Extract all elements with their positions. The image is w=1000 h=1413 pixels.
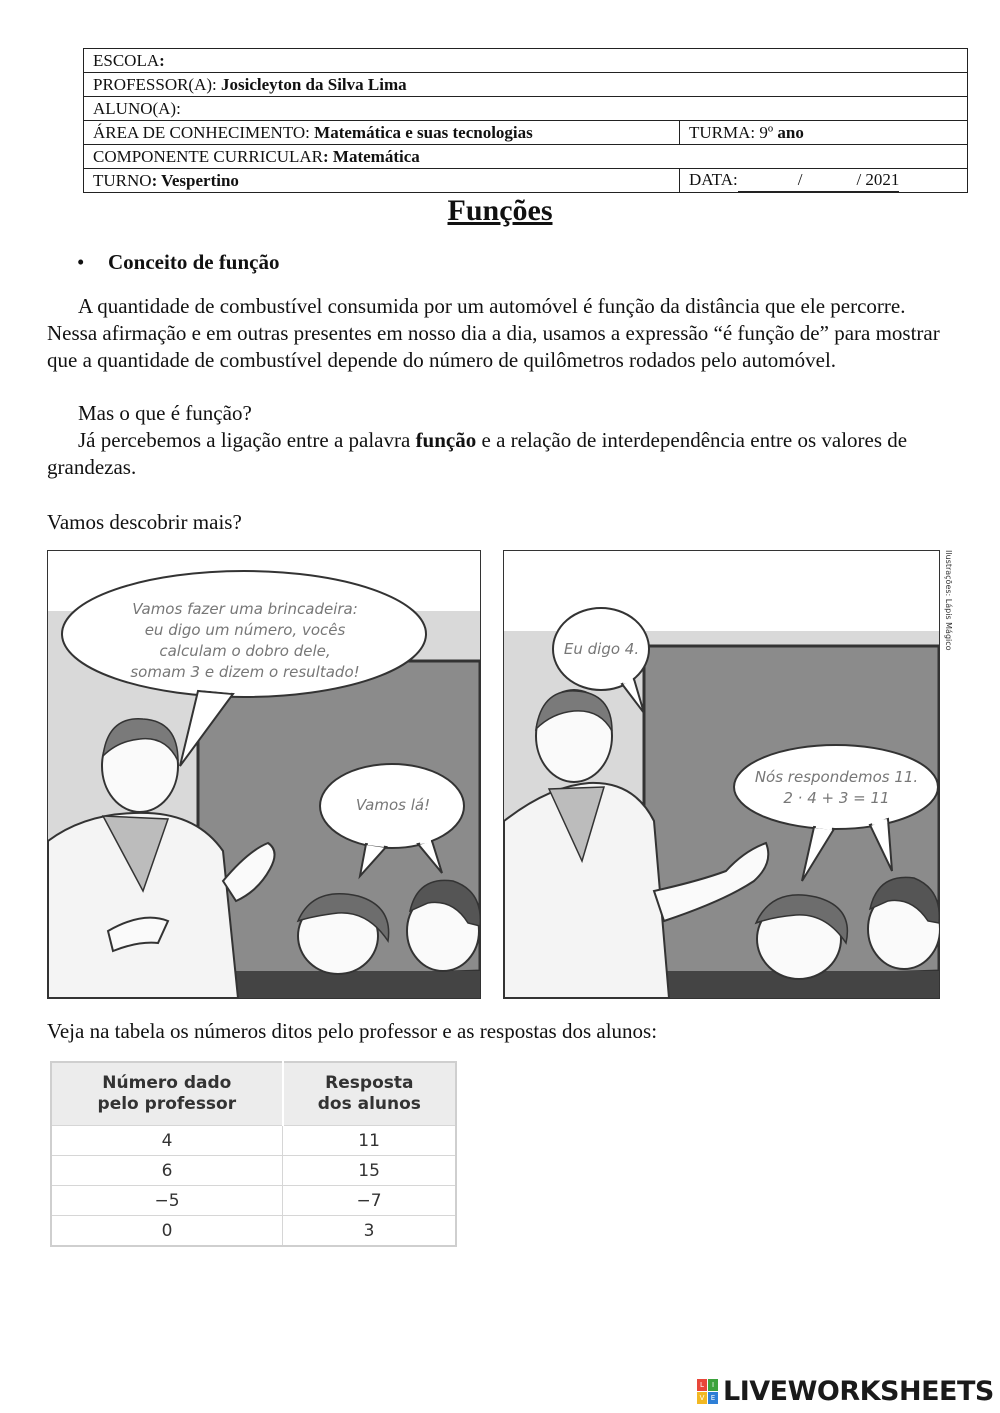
- column-header-answer: [283, 1062, 456, 1126]
- escola-label: ESCOLA: [93, 50, 160, 70]
- area-value: Matemática e suas tecnologias: [314, 122, 533, 142]
- cell-given: 0: [51, 1216, 283, 1247]
- logo-text: LIVEWORKSHEETS: [723, 1376, 994, 1407]
- paragraph-1: A quantidade de combustível consumida por um automóvel é função da distância que ele percorre. Nessa afirmação e em outras presentes em nosso dia a dia, usamos a expressão “é função de” para mostrar que a quantidade de combustível depende do número de quilômetros rodados pelo automóvel.: [47, 294, 940, 372]
- cell-answer: 3: [283, 1216, 456, 1247]
- illustration-credit: Ilustrações: Lápis Mágico: [944, 550, 953, 651]
- paragraph-3: [47, 427, 957, 481]
- cell-given: 4: [51, 1126, 283, 1156]
- balloon-text-line: Nós respondemos 11.: [754, 768, 919, 786]
- table-row: [51, 1186, 456, 1216]
- paragraph-3-bold: função: [415, 428, 477, 452]
- paragraph-2: Mas o que é função?: [78, 401, 252, 425]
- logo-mark-cell: I: [708, 1379, 718, 1391]
- logo-mark-cell: E: [708, 1392, 718, 1404]
- turma-value: ano: [777, 122, 804, 142]
- header-row-componente: [84, 145, 968, 169]
- header-line: pelo professor: [97, 1094, 237, 1114]
- logo-mark-icon: [697, 1379, 718, 1404]
- header-line: Número dado: [102, 1073, 232, 1093]
- paragraph-5: Veja na tabela os números ditos pelo professor e as respostas dos alunos:: [47, 1019, 658, 1043]
- turno-value: : Vespertino: [151, 170, 239, 190]
- section-heading-text: Conceito de função: [108, 250, 280, 274]
- logo-mark-cell: V: [697, 1392, 707, 1404]
- date-field[interactable]: [738, 169, 900, 192]
- table-row: [51, 1216, 456, 1247]
- liveworksheets-logo[interactable]: [697, 1376, 994, 1407]
- paragraph-3-end: e a relação de interdependência entre os valores de grandezas.: [47, 428, 908, 479]
- balloon-text-line: eu digo um número, vocês: [144, 621, 346, 639]
- page-title: Funções: [447, 194, 553, 227]
- column-header-given: [51, 1062, 283, 1126]
- students-speech-balloon-1: Vamos lá!: [355, 796, 431, 814]
- date-separator: /: [797, 170, 803, 189]
- balloon-text-line: somam 3 e dizem o resultado!: [130, 663, 360, 681]
- logo-mark-cell: L: [697, 1379, 707, 1391]
- teacher-speech-balloon-2: Eu digo 4.: [563, 640, 640, 658]
- cell-answer: 11: [283, 1126, 456, 1156]
- header-row-area: [84, 121, 968, 145]
- header-row-aluno: [84, 97, 968, 121]
- aluno-label: ALUNO(A):: [93, 98, 181, 118]
- header-table: [83, 48, 968, 193]
- function-values-table: [50, 1061, 457, 1247]
- data-label: DATA:: [689, 170, 738, 189]
- componente-label: COMPONENTE CURRICULAR: [93, 146, 323, 166]
- paragraph-4: Vamos descobrir mais?: [47, 510, 242, 534]
- header-row-turno: [84, 169, 968, 193]
- professor-name: Josicleyton da Silva Lima: [221, 74, 407, 94]
- students-speech-balloon-2: [739, 767, 934, 809]
- turno-label: TURNO: [93, 170, 152, 190]
- table-row: [51, 1156, 456, 1186]
- area-label: ÁREA DE CONHECIMENTO:: [93, 122, 315, 142]
- comic-panel-2: [503, 550, 940, 999]
- componente-value: : Matemática: [323, 146, 420, 166]
- header-row-professor: [84, 73, 968, 97]
- table-header-row: [51, 1062, 456, 1126]
- teacher-speech-balloon-1: [68, 599, 422, 683]
- turma-label: TURMA: 9º: [689, 122, 778, 142]
- balloon-text-line: 2 · 4 + 3 = 11: [783, 789, 890, 807]
- header-line: Resposta: [325, 1073, 414, 1093]
- balloon-text-line: Vamos fazer uma brincadeira:: [132, 600, 358, 618]
- escola-colon: :: [159, 50, 165, 70]
- header-line: dos alunos: [317, 1094, 421, 1114]
- cell-answer: 15: [283, 1156, 456, 1186]
- table-row: [51, 1126, 456, 1156]
- cell-given: 6: [51, 1156, 283, 1186]
- date-year: / 2021: [856, 170, 900, 189]
- paragraph-3-start: Já percebemos a ligação entre a palavra: [78, 428, 416, 452]
- bullet-icon: •: [77, 250, 85, 274]
- balloon-text-line: calculam o dobro dele,: [159, 642, 331, 660]
- header-row-escola: [84, 49, 968, 73]
- section-heading: [77, 250, 280, 275]
- professor-label: PROFESSOR(A):: [93, 74, 222, 94]
- cell-answer: −7: [283, 1186, 456, 1216]
- comic-panel-1: [47, 550, 481, 999]
- cell-given: −5: [51, 1186, 283, 1216]
